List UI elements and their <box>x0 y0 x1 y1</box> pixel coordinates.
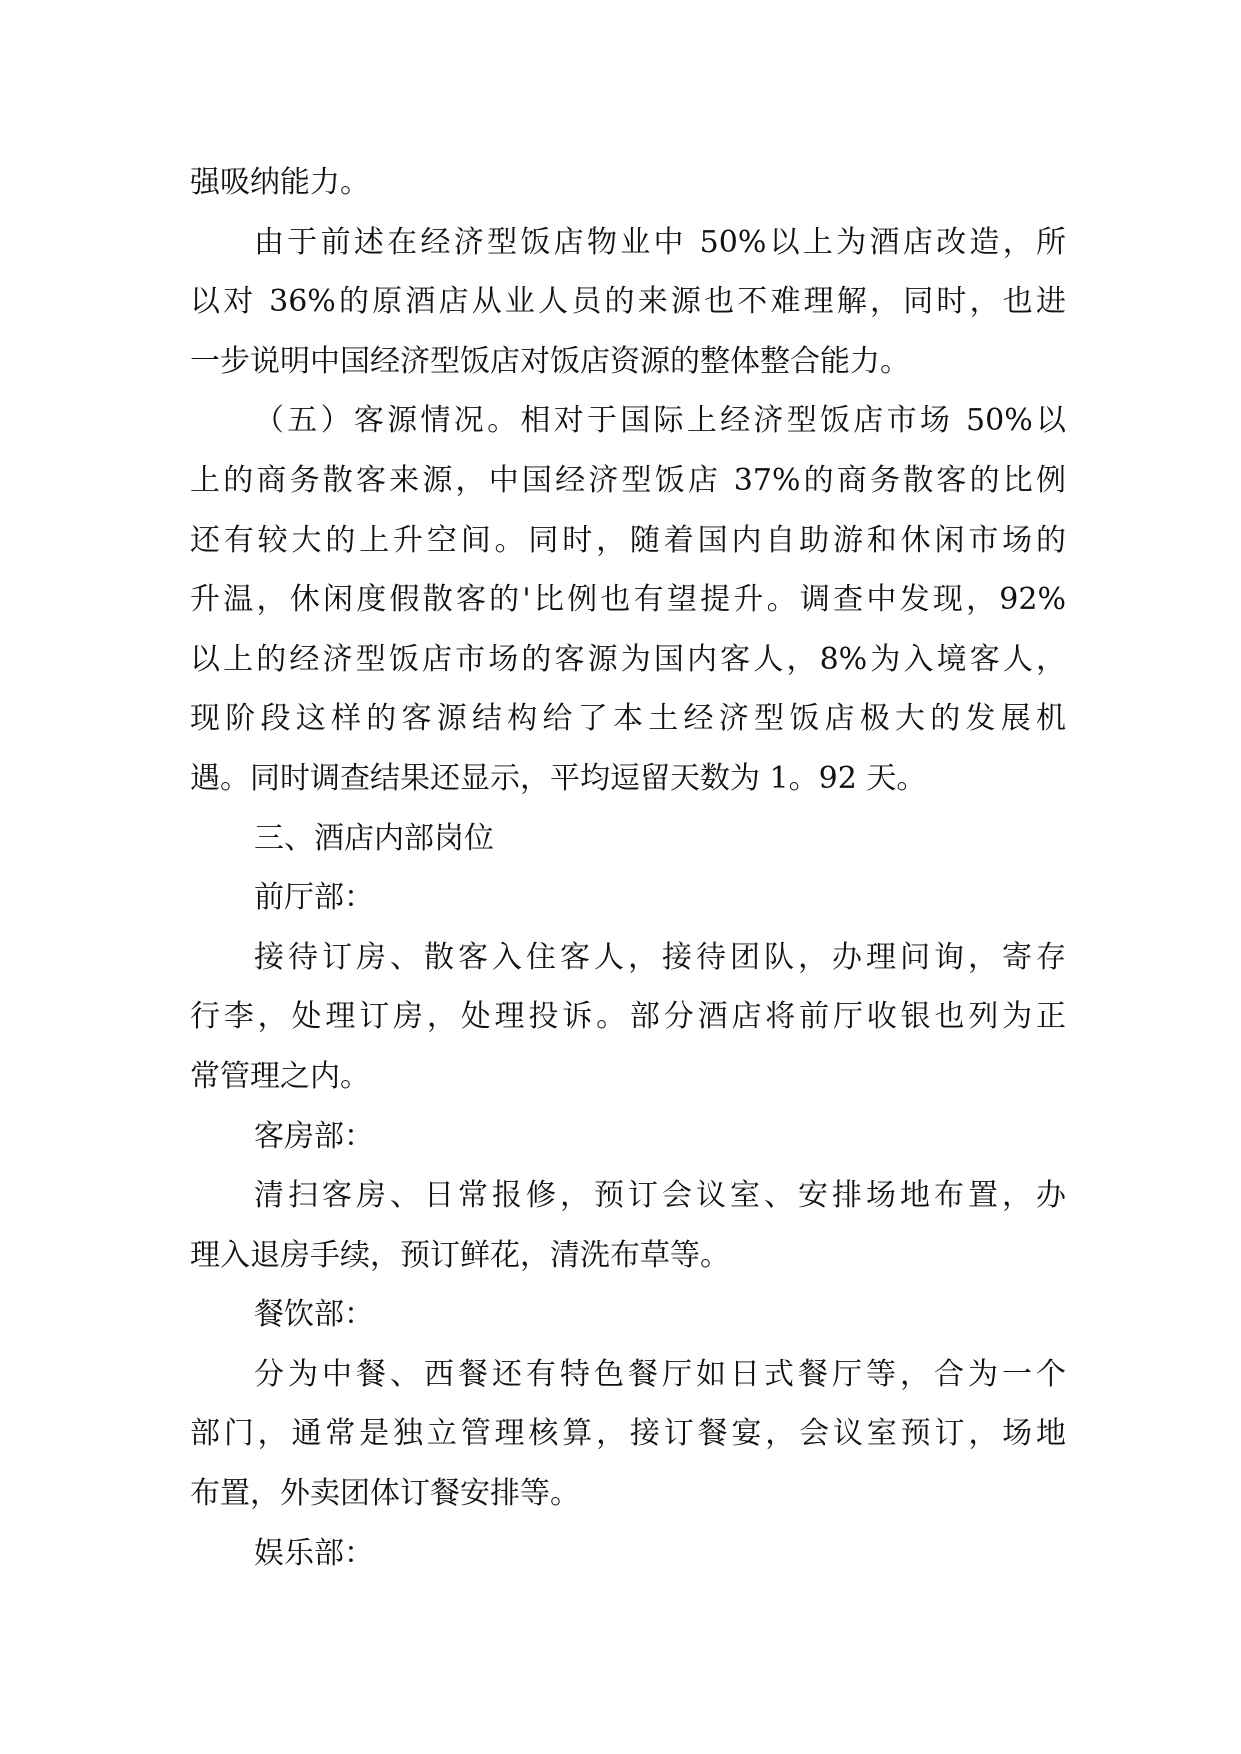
text-line: 前厅部： <box>254 880 374 916</box>
text-line: 理入退房手续，预订鲜花，清洗布草等。 <box>190 1237 730 1273</box>
text-line: 遇。同时调查结果还显示，平均逗留天数为 1。92 天。 <box>190 760 927 796</box>
text-line: 餐饮部： <box>254 1297 374 1333</box>
text-line: 还有较大的上升空间。同时，随着国内自助游和休闲市场的 <box>190 522 1066 558</box>
text-line: 一步说明中国经济型饭店对饭店资源的整体整合能力。 <box>190 343 910 379</box>
text-line: 接待订房、散客入住客人，接待团队，办理问询，寄存 <box>254 939 1066 975</box>
text-line: （五）客源情况。相对于国际上经济型饭店市场 50%以 <box>254 403 1066 439</box>
text-line: 升温，休闲度假散客的'比例也有望提升。调查中发现，92% <box>190 582 1066 618</box>
text-line: 以对 36%的原酒店从业人员的来源也不难理解，同时，也进 <box>190 284 1066 320</box>
text-line: 部门，通常是独立管理核算，接订餐宴，会议室预订，场地 <box>190 1416 1066 1452</box>
text-line: 现阶段这样的客源结构给了本土经济型饭店极大的发展机 <box>190 701 1066 737</box>
text-line: 常管理之内。 <box>190 1058 370 1094</box>
text-line: 行李，处理订房，处理投诉。部分酒店将前厅收银也列为正 <box>190 999 1066 1035</box>
text-line: 三、酒店内部岗位 <box>254 820 494 856</box>
text-line: 强吸纳能力。 <box>190 165 370 200</box>
text-line: 由于前述在经济型饭店物业中 50%以上为酒店改造，所 <box>254 224 1066 260</box>
document-body <box>190 153 1066 1583</box>
text-line: 清扫客房、日常报修，预订会议室、安排场地布置，办 <box>254 1178 1066 1214</box>
text-line: 布置，外卖团体订餐安排等。 <box>190 1476 580 1512</box>
text-line: 分为中餐、西餐还有特色餐厅如日式餐厅等，合为一个 <box>254 1356 1066 1392</box>
text-line: 以上的经济型饭店市场的客源为国内客人，8%为入境客人， <box>190 641 1066 677</box>
text-line: 娱乐部： <box>254 1535 374 1571</box>
text-line: 上的商务散客来源，中国经济型饭店 37%的商务散客的比例 <box>190 462 1066 498</box>
text-line: 客房部： <box>254 1118 374 1154</box>
